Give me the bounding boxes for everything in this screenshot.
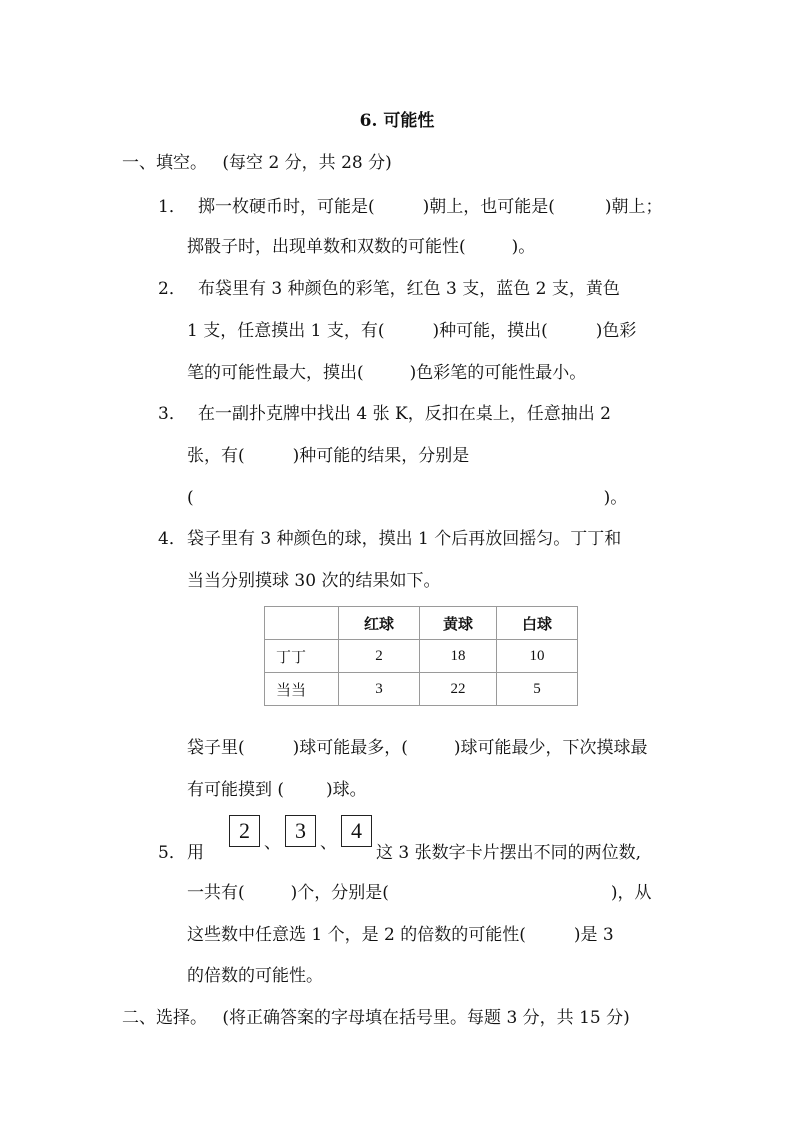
q3-text-c: ( (187, 488, 194, 508)
table-cell: 3 (339, 673, 420, 706)
q1-text-b: )朝上，也可能是( (422, 197, 555, 217)
q2-text-d: 笔的可能性最大，摸出( (187, 363, 364, 383)
table-cell: 18 (420, 640, 497, 673)
table-row (265, 673, 578, 706)
q5-line-3 (187, 920, 614, 945)
table-header-row (265, 607, 578, 640)
q1-text-c: )朝上； (604, 197, 663, 217)
q5-line-2 (187, 878, 652, 903)
section-1-label: 一、填空。 (122, 153, 207, 173)
q4-line-2: 当当分别摸球 30 次的结果如下。 (187, 571, 441, 591)
q5-line-1-tail: 这 3 张数字卡片摆出不同的两位数, (376, 843, 642, 863)
section-1-score-note: (每空 2 分，共 28 分) (222, 153, 392, 173)
q1-text-a: 掷一枚硬币时，可能是( (198, 197, 375, 217)
q3-number: 3． (158, 404, 186, 424)
section-2-heading (122, 1003, 630, 1028)
q1-line-1 (198, 192, 663, 217)
q5-text-e: )是 3 (573, 925, 614, 945)
page-title: 6. 可能性 (359, 111, 435, 131)
table-header-cell: 红球 (339, 607, 420, 640)
section-2-score-note: (将正确答案的字母填在括号里。每题 3 分，共 15 分) (222, 1008, 630, 1028)
q1-line-2 (187, 232, 535, 257)
q4-text-b: )球可能最多，( (292, 738, 408, 758)
table-cell: 22 (420, 673, 497, 706)
q2-text-c: )色彩 (595, 321, 637, 341)
table-header-cell: 白球 (497, 607, 578, 640)
section-1-heading (122, 148, 392, 173)
table-cell: 10 (497, 640, 578, 673)
digit-card-4: 4 (341, 815, 372, 847)
card-separator: 、 (264, 833, 281, 853)
q2-text-e: )色彩笔的可能性最小。 (409, 363, 587, 383)
q4-text-d: 有可能摸到 ( (187, 780, 285, 800)
q4-line-3 (187, 733, 648, 758)
q5-text-d: 这些数中任意选 1 个，是 2 的倍数的可能性( (187, 925, 526, 945)
q4-text-c: )球可能最少，下次摸球最 (453, 738, 648, 758)
table-row (265, 640, 578, 673)
results-table (264, 606, 578, 706)
q2-text-a: 1 支，任意摸出 1 支，有( (187, 321, 385, 341)
q2-line-3 (187, 358, 586, 383)
section-2-label: 二、选择。 (122, 1008, 207, 1028)
table-cell: 2 (339, 640, 420, 673)
digit-card-3: 3 (285, 815, 316, 847)
q2-text-b: )种可能，摸出( (432, 321, 548, 341)
q4-line-1: 袋子里有 3 种颜色的球，摸出 1 个后再放回摇匀。丁丁和 (187, 529, 622, 549)
table-header-cell (265, 607, 339, 640)
q3-text-b: )种可能的结果，分别是 (292, 446, 470, 466)
table-row-name: 当当 (265, 673, 339, 706)
q1-number: 1． (158, 197, 186, 217)
q3-text-a: 张，有( (187, 446, 245, 466)
q2-line-1: 布袋里有 3 种颜色的彩笔，红色 3 支，蓝色 2 支，黄色 (198, 279, 620, 299)
card-separator: 、 (320, 833, 337, 853)
table-row-name: 丁丁 (265, 640, 339, 673)
q3-line-3 (187, 483, 627, 508)
q5-number: 5． (158, 843, 186, 863)
digit-card-2: 2 (229, 815, 260, 847)
q3-text-d: )。 (603, 488, 628, 508)
table-cell: 5 (497, 673, 578, 706)
q5-text-c: )，从 (610, 883, 652, 903)
q4-text-e: )球。 (326, 780, 367, 800)
q4-line-4 (187, 775, 367, 800)
q4-number: 4． (158, 529, 186, 549)
q5-lead-text: 用 (187, 843, 204, 863)
q2-line-2 (187, 316, 636, 341)
q3-line-1: 在一副扑克牌中找出 4 张 K，反扣在桌上，任意抽出 2 (198, 404, 611, 424)
q5-text-b: )个，分别是( (290, 883, 389, 903)
q4-text-a: 袋子里( (187, 738, 245, 758)
q2-number: 2． (158, 279, 186, 299)
q5-line-4: 的倍数的可能性。 (187, 966, 323, 986)
q1-text-d: 掷骰子时，出现单数和双数的可能性( (187, 237, 466, 257)
q3-line-2 (187, 441, 469, 466)
q5-text-a: 一共有( (187, 883, 245, 903)
q1-text-e: )。 (511, 237, 536, 257)
table-header-cell: 黄球 (420, 607, 497, 640)
